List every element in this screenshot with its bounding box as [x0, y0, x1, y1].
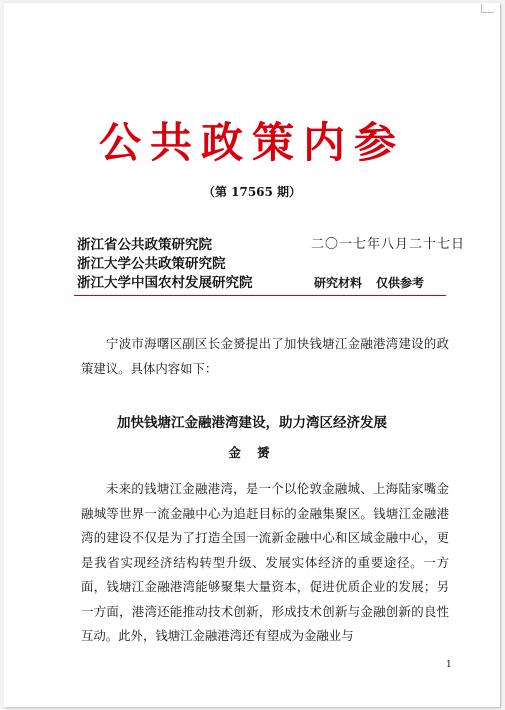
document-page [4, 3, 500, 707]
article-author: 金 赟 [228, 445, 276, 460]
institution-1: 浙江省公共政策研究院 [77, 237, 212, 253]
masthead-title: 公共政策内参 [98, 118, 405, 167]
article-body-paragraph: 未来的钱塘江金融港湾，是一个以伦敦金融城、上海陆家嘴金融城等世界一流金融中心为追赶目标的金融集聚区。钱塘江金融港湾的建设不仅是为了打造全国一流新金融中心和区域金融中心，更是我省实现经济结构转型升级、发展实体经济的重要途径。一方面，钱塘江金融港湾能够聚集大量资本，促进优质企业的发展；另一方面，港湾还能推动技术创新，形成技术创新与金融创新的良性互动。此外，钱塘江金融港湾还有望成为金融业与 [81, 481, 449, 643]
issue-number: （第 17565 期） [202, 185, 302, 199]
article-title: 加快钱塘江金融港湾建设，助力湾区经济发展 [117, 415, 387, 431]
issue-date: 二〇一七年八月二十七日 [311, 237, 466, 252]
page-corner-mark [481, 4, 494, 13]
page-number: 1 [446, 660, 452, 670]
institution-3: 浙江大学中国农村发展研究院 [77, 275, 253, 291]
note-part-1: 研究材料 [314, 276, 363, 290]
note-part-2: 仅供参考 [376, 276, 425, 290]
confidentiality-note [314, 274, 424, 292]
header-divider [74, 295, 446, 296]
institution-2: 浙江大学公共政策研究院 [77, 256, 226, 272]
intro-paragraph: 宁波市海曙区副区长金赟提出了加快钱塘江金融港湾建设的政策建议。具体内容如下： [81, 336, 449, 376]
